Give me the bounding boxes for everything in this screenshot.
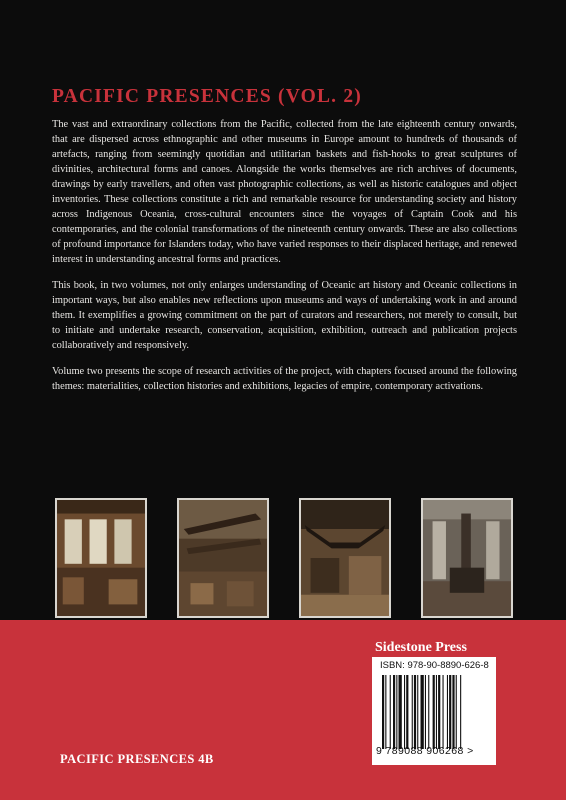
museum-photo-1 (55, 498, 147, 618)
barcode-bar (406, 675, 408, 749)
barcode-bar (393, 675, 395, 749)
barcode-bar (460, 675, 461, 749)
publisher-name: Sidestone Press (375, 640, 467, 655)
barcode-bar (404, 675, 405, 749)
barcode-bar (443, 675, 444, 749)
barcode-bar (436, 675, 437, 749)
barcode-bar (449, 675, 451, 749)
museum-photo-strip (55, 498, 513, 618)
blurb-paragraph-1: The vast and extraordinary collections from the Pacific, collected from the late eighteenth century onwards, that are dispersed across ethnographic and other museums in Europe amount to hundreds of thousands of artefacts, ranging from seemingly quotidian and utilitarian baskets and fish-hooks to great sculptures of divinities, architectural forms and canoes. Alongside the works themselves are rich archives of documents, drawings by early travellers, and often vast photographic collections, as well as historic catalogues and object inventories. These collections constitute a rich and remarkable resource for understanding society and history across Indigenous Oceania, cross-cultural encounters since the voyages of Captain Cook and his contemporaries, and the colonial transformations of the nineteenth century onwards. These are also collections of profound importance for Islanders today, who have varied responses to their displaced heritage, and renewed interest in understanding ancestral forms and practices. (52, 119, 517, 265)
museum-photo-4 (421, 498, 513, 618)
barcode-bar (390, 675, 391, 749)
blurb-paragraph-2: This book, in two volumes, not only enlarges understanding of Oceanic art history and Oceanic collections in important ways, but also enables new reflections upon museums and ways of undertaking work in and around them. It exemplifies a growing commitment on the part of curators and researchers, not merely to consult, but to initiate and undertake research, conservation, acquisition, exhibition, outreach and publication projects collaboratively and responsively. (52, 280, 517, 351)
isbn-label: ISBN: 978-90-8890-626-8 (380, 660, 489, 671)
barcode-bar (414, 675, 416, 749)
barcode-bar (456, 675, 457, 749)
barcode-bar (447, 675, 448, 749)
barcode-number: 9 789088 906268 > (376, 745, 474, 757)
barcode-bar (421, 675, 424, 749)
barcode-bar (428, 675, 429, 749)
barcode-bar (396, 675, 397, 749)
book-title: PACIFIC PRESENCES (VOL. 2) (52, 86, 362, 107)
barcode-bars (380, 675, 488, 749)
barcode-bar (433, 675, 435, 749)
barcode-bar (399, 675, 402, 749)
series-label: PACIFIC PRESENCES 4B (60, 752, 214, 766)
museum-photo-3 (299, 498, 391, 618)
blurb (52, 117, 517, 405)
blurb-paragraph-3: Volume two presents the scope of research activities of the project, with chapters focused around the following themes: materialities, collection histories and exhibitions, legacies of empire, contemporary activations. (52, 366, 517, 392)
barcode-bar (417, 675, 418, 749)
barcode-bar (412, 675, 413, 749)
barcode-bar (382, 675, 384, 749)
barcode-bar (425, 675, 426, 749)
museum-photo-2 (177, 498, 269, 618)
barcode-bar (452, 675, 454, 749)
barcode-bar (438, 675, 440, 749)
barcode-bar (385, 675, 386, 749)
isbn-barcode (372, 657, 496, 765)
